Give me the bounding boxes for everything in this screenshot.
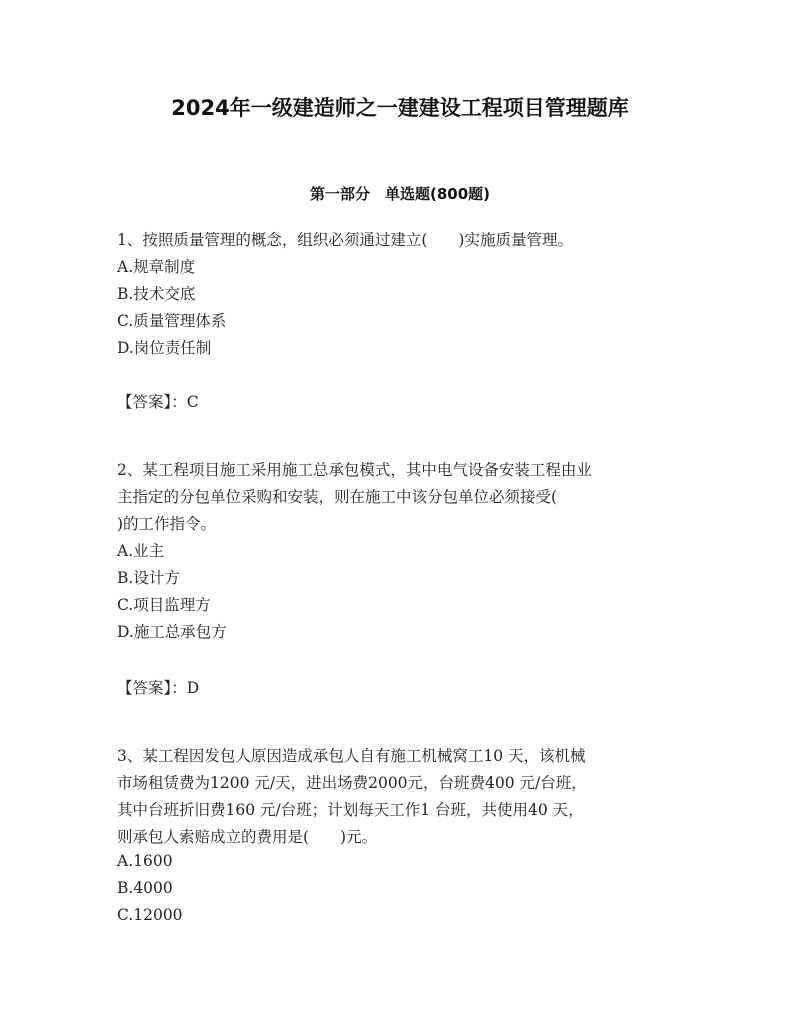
question-1-answer: 【答案】：C — [117, 393, 199, 411]
question-3-stem-line-4: 则承包人索赔成立的费用是( )元。 — [117, 828, 378, 846]
question-2-option-d: D.施工总承包方 — [117, 623, 227, 641]
question-1-option-a: A.规章制度 — [117, 258, 196, 276]
question-3-stem-line-1: 3、某工程因发包人原因造成承包人自有施工机械窝工10 天，该机械 — [117, 747, 586, 765]
section-heading: 第一部分 单选题(800题) — [309, 185, 491, 203]
question-1-option-c: C.质量管理体系 — [117, 312, 227, 330]
question-3-stem-line-2: 市场租赁费为1200 元/天，进出场费2000元，台班费400 元/台班， — [117, 774, 587, 792]
question-2-answer: 【答案】：D — [117, 679, 200, 697]
question-3-option-c: C.12000 — [117, 906, 183, 924]
question-2-option-c: C.项目监理方 — [117, 596, 211, 614]
question-2-option-a: A.业主 — [117, 542, 165, 560]
question-2-stem-line-2: 主指定的分包单位采购和安装，则在施工中该分包单位必须接受( — [117, 488, 558, 506]
question-2-stem-line-1: 2、某工程项目施工采用施工总承包模式，其中电气设备安装工程由业 — [117, 461, 592, 479]
question-1-stem-line-1: 1、按照质量管理的概念，组织必须通过建立( )实施质量管理。 — [117, 231, 573, 249]
question-1-option-b: B.技术交底 — [117, 285, 196, 303]
question-2-option-b: B.设计方 — [117, 569, 180, 587]
question-3-stem-line-3: 其中台班折旧费160 元/台班；计划每天工作1 台班，共使用40 天， — [117, 801, 584, 819]
question-3-option-b: B.4000 — [117, 879, 173, 897]
question-3-option-a: A.1600 — [117, 852, 173, 870]
question-1-option-d: D.岗位责任制 — [117, 339, 212, 357]
question-2-stem-line-3: )的工作指令。 — [117, 515, 217, 533]
document-title: 2024年一级建造师之一建建设工程项目管理题库 — [171, 96, 629, 120]
